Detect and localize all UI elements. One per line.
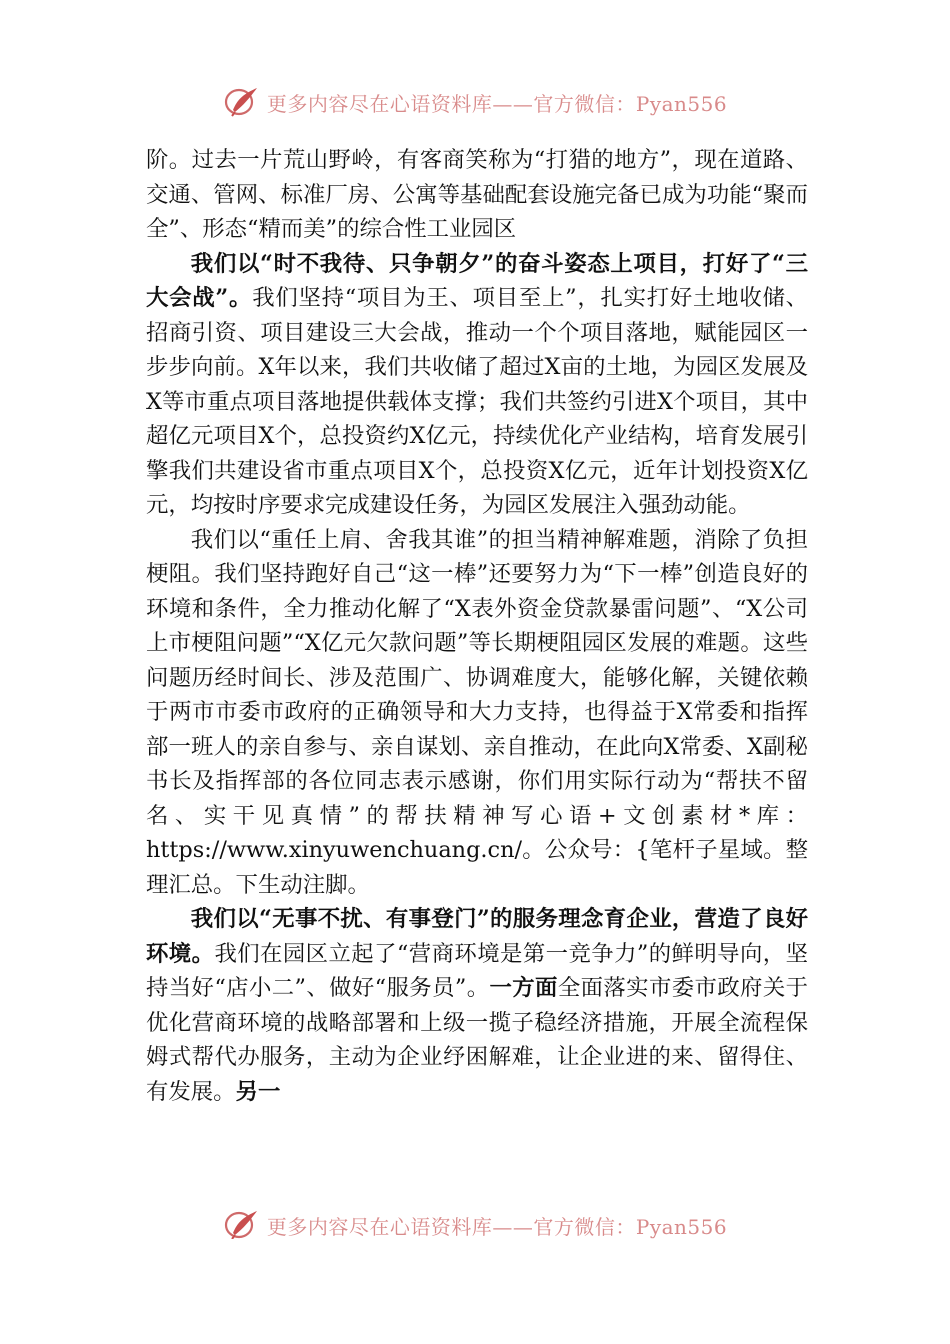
paragraph-2-lead: 我们以“时不我待、只争朝夕”的奋斗姿态上项目，打好了“三大会战”。 — [146, 250, 808, 311]
pen-logo-icon — [223, 1207, 263, 1239]
pen-logo-icon — [223, 84, 263, 120]
paragraph-4-lead-2: 一方面 — [489, 975, 558, 1001]
paragraph-3-text: 我们以“重任上肩、舍我其谁”的担当精神解难题，消除了负担梗阻。我们坚持跑好自己“这一棒”还要努力为“下一棒”创造良好的环境和条件，全力推动化解了“X表外资金贷款暴雷问题”、“X公司上市梗阻问题”“X亿元欠款问题”等长期梗阻园区发展的难题。这些问题历经时间长、涉及范围广、协调难度大，能够化解，关键依赖于两市市委市政府的正确领导和大力支持，也得益于X常委和指挥部一班人的亲自参与、亲自谋划、亲自推动，在此向X常委、X副秘书长及指挥部的各位同志表示感谢，你们用实际行动为“帮扶不留名、实干见真情”的帮扶精神写心语+文创素材*库：https://www.xinyuwenchuang.cn/。公众号：{笔杆子星域。整理汇总。下生动注脚。 — [146, 526, 808, 898]
paragraph-4-text: 我们在园区立起了“营商环境是第一竞争力”的鲜明导向，坚持当好“店小二”、做好“服务员”。 — [146, 940, 808, 1001]
paragraph-4-lead-3: 另一 — [235, 1078, 281, 1105]
footer-watermark — [0, 1203, 950, 1239]
paragraph-4 — [146, 902, 808, 1109]
paragraph-4-text-2: 全面落实市委市政府关于优化营商环境的战略部署和上级一揽子稳经济措施，开展全流程保姆式帮代办服务，主动为企业纾困解难，让企业进的来、留得住、有发展。 — [146, 975, 809, 1105]
paragraph-2-text: 我们坚持“项目为王、项目至上”，扎实打好土地收储、招商引资、项目建设三大会战，推动一个个项目落地，赋能园区一步步向前。X年以来，我们共收储了超过X亩的土地，为园区发展及X等市重点项目落地提供载体支撑；我们共签约引进X个项目，其中超亿元项目X个，总投资约X亿元，持续优化产业结构，培育发展引擎我们共建设省市重点项目X个，总投资X亿元，近年计划投资X亿元，均按时序要求完成建设任务，为园区发展注入强劲动能。 — [146, 285, 808, 518]
watermark-text: 更多内容尽在心语资料库——官方微信：Pyan556 — [266, 91, 728, 116]
paragraph-4-lead: 我们以“无事不扰、有事登门”的服务理念育企业，营造了良好环境。 — [146, 906, 808, 967]
document-body — [146, 143, 808, 1109]
paragraph-1-text: 阶。过去一片荒山野岭，有客商笑称为“打猎的地方”，现在道路、交通、管网、标准厂房、公寓等基础配套设施完备已成为功能“聚而全”、形态“精而美”的综合性工业园区 — [146, 147, 808, 242]
watermark-text: 更多内容尽在心语资料库——官方微信：Pyan556 — [266, 1214, 728, 1239]
header-watermark — [0, 82, 950, 122]
paragraph-2 — [146, 247, 808, 523]
paragraph-1 — [146, 143, 808, 247]
paragraph-3 — [146, 523, 808, 903]
